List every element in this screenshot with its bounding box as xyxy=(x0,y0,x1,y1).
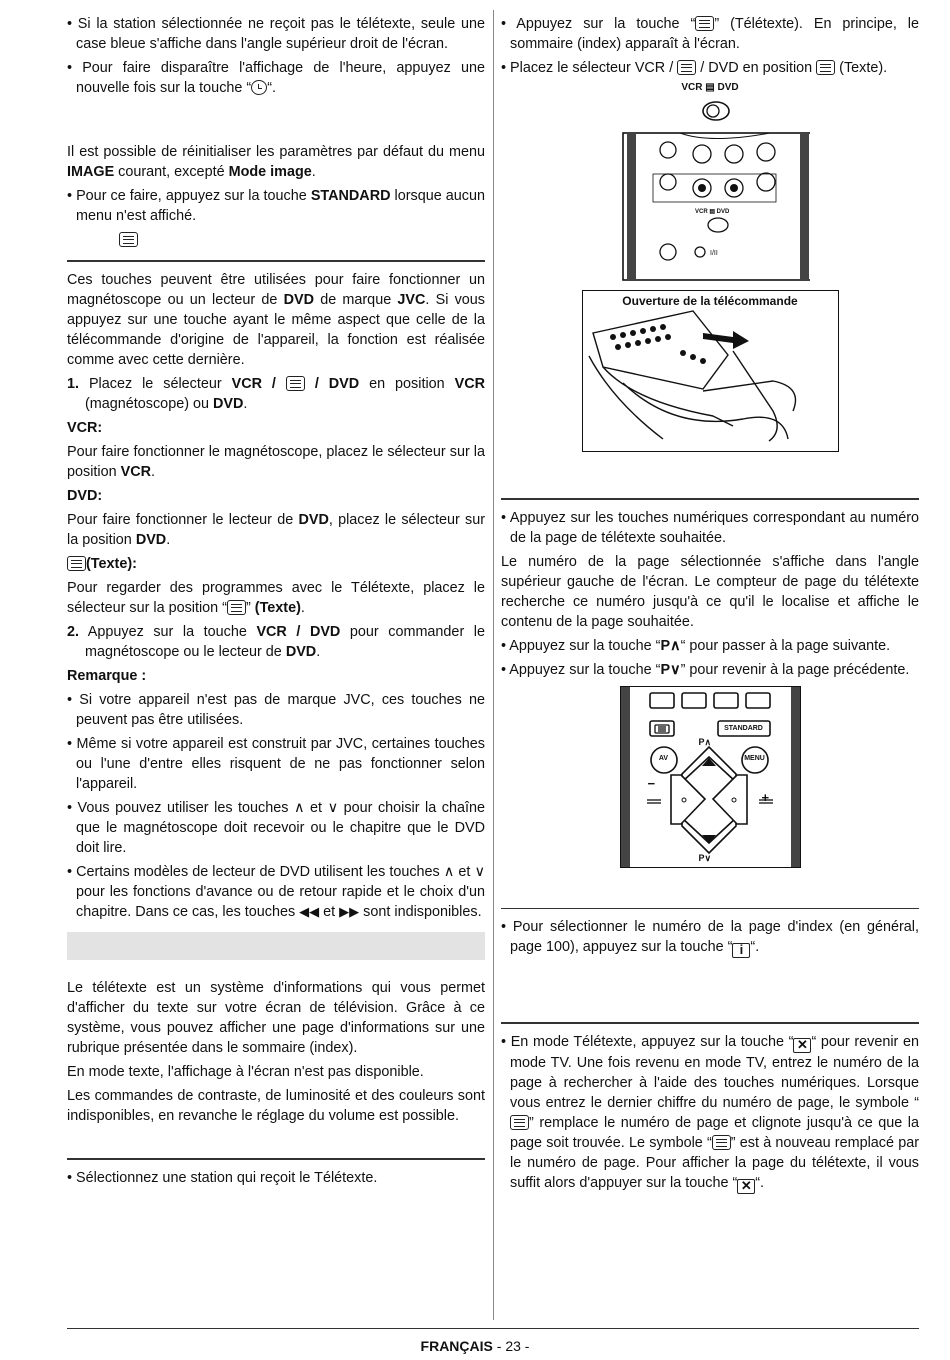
cancel-icon: ✕ xyxy=(793,1038,811,1053)
menu-button-label: MENU xyxy=(744,754,765,762)
page-footer xyxy=(0,1336,950,1356)
volume-up-label: + xyxy=(761,789,770,805)
hands-opening-remote-drawing xyxy=(583,291,837,449)
column-divider xyxy=(493,10,494,1320)
power-label: I/II xyxy=(710,250,718,257)
footer-language: FRANÇAIS xyxy=(420,1338,493,1354)
paragraph: Il est possible de réinitialiser les paramètres par défaut du menu IMAGE courant, excepté Mode image. xyxy=(67,144,485,180)
clock-icon xyxy=(251,80,267,95)
index-icon: i xyxy=(732,943,750,958)
paragraph: • Si la station sélectionnée ne reçoit pas le télétexte, seule une case bleue s'affiche dans l'angle supérieur droit de l'écran. xyxy=(67,16,485,52)
paragraph: • Placez le sélecteur VCR / / DVD en position (Texte). xyxy=(501,60,888,76)
paragraph: Ces touches peuvent être utilisées pour faire fonctionner un magnétoscope ou un lecteur de DVD de marque JVC. Si vous appuyez sur une touche ayant le même aspect que celle de la télécommande d'origine de l'appareil, la fonction est réalisée comme avec cette dernière. xyxy=(67,272,485,368)
heading-texte: (Texte): xyxy=(67,554,485,574)
page-up-key: P∧ xyxy=(660,637,681,654)
heading-remarque: Remarque : xyxy=(67,668,147,684)
page-down-key: P∨ xyxy=(660,661,681,678)
teletext-icon xyxy=(286,376,305,391)
paragraph: • Pour faire disparaître l'affichage de l'heure, appuyez une nouvelle fois sur la touche “ “. xyxy=(67,60,485,96)
paragraph: Le numéro de la page sélectionnée s'affiche dans l'angle supérieur gauche de l'écran. Le compteur de page du télétexte recherche ce numéro jusqu'à ce qu'il le localise et affiche le contenu de la page souhaitée. xyxy=(501,553,919,630)
paragraph: Pour faire fonctionner le lecteur de DVD, placez le sélecteur sur la position DVD. xyxy=(67,512,485,548)
step-1: 1. Placez le sélecteur VCR / / DVD en position VCR (magnétoscope) ou DVD. xyxy=(67,376,485,412)
paragraph: • Appuyez sur la touche “P∨” pour revenir à la page précédente. xyxy=(501,661,910,678)
paragraph: • Pour ce faire, appuyez sur la touche STANDARD lorsque aucun menu n'est affiché. xyxy=(67,188,486,224)
paragraph: • Pour sélectionner le numéro de la page d'index (en général, page 100), appuyez sur la touche “ i “. xyxy=(501,919,919,957)
teletext-icon xyxy=(816,60,835,75)
up-arrow-icon: ∧ xyxy=(293,800,305,816)
remote-selector-figure xyxy=(610,82,810,282)
section-rule xyxy=(501,498,919,500)
teletext-icon xyxy=(119,232,138,247)
paragraph: En mode texte, l'affichage à l'écran n'est pas disponible. xyxy=(67,1064,424,1080)
heading-vcr: VCR: xyxy=(67,420,103,436)
remote-opening-figure xyxy=(582,290,839,452)
footer-rule xyxy=(67,1328,919,1329)
section-header-box xyxy=(67,932,485,960)
teletext-icon xyxy=(712,1135,731,1150)
note: • Vous pouvez utiliser les touches ∧ et ∨ pour choisir la chaîne que le magnétoscope doit recevoir ou le chapitre que le DVD doit lire. xyxy=(67,800,485,856)
vcr-dvd-switch-label: VCR ▤ DVD xyxy=(695,209,730,215)
down-arrow-icon: ∨ xyxy=(327,800,339,816)
page-up-label: P∧ xyxy=(698,736,712,747)
step-2: 2. Appuyez sur la touche VCR / DVD pour commander le magnétoscope ou le lecteur de DVD. xyxy=(67,624,485,660)
teletext-icon xyxy=(67,556,86,571)
paragraph: • En mode Télétexte, appuyez sur la touche “ ✕ “ pour revenir en mode TV. Une fois revenu en mode TV, entrez le numéro de la page à rechercher à l'aide des touches numériques. Lorsque vous entrez le dernier chiffre du numéro de page, le symbole “” remplace le numéro de page et clignote jusqu'à ce que la page soit trouvée. Le symbole “ ” est à nouveau remplacé par le numéro de page. Pour afficher la page du télétexte, il vous suffit alors d'appuyer sur la touche “ ✕ “. xyxy=(501,1033,919,1193)
paragraph: • Appuyez sur la touche “P∧“ pour passer à la page suivante. xyxy=(501,637,891,654)
note: • Même si votre appareil est construit par JVC, certaines touches ou l'une d'entre elles risquent de ne pas fonctionner selon l'appareil. xyxy=(67,736,485,792)
section-rule xyxy=(501,908,919,910)
cancel-icon: ✕ xyxy=(737,1179,755,1194)
left-column xyxy=(67,14,485,1192)
note: • Si votre appareil n'est pas de marque JVC, ces touches ne peuvent pas être utilisées. xyxy=(67,692,485,728)
remote-navigation-figure xyxy=(620,686,801,868)
selector-label: VCR ▤ DVD xyxy=(681,82,739,93)
fast-forward-icon: ▶▶ xyxy=(339,904,360,919)
volume-down-label: − xyxy=(647,775,656,791)
teletext-icon xyxy=(695,16,714,31)
page-down-label: P∨ xyxy=(698,852,712,863)
page-number: - 23 - xyxy=(492,1338,530,1354)
paragraph: • Sélectionnez une station qui reçoit le Télétexte. xyxy=(67,1169,378,1186)
right-column xyxy=(501,14,919,1198)
paragraph: • Appuyez sur les touches numériques correspondant au numéro de la page de télétexte souhaitée. xyxy=(501,509,919,546)
standard-button-label: STANDARD xyxy=(724,724,763,732)
section-rule xyxy=(67,260,485,262)
figure-caption: Ouverture de la télécommande xyxy=(622,294,798,308)
section-rule xyxy=(67,1158,485,1160)
paragraph: • Appuyez sur la touche “ ” (Télétexte). En principe, le sommaire (index) apparaît à l'écran. xyxy=(501,16,919,52)
paragraph: Les commandes de contraste, de luminosité et des couleurs sont indisponibles, en revanche le réglage du volume est possible. xyxy=(67,1088,485,1124)
teletext-icon xyxy=(510,1115,529,1130)
paragraph: Pour regarder des programmes avec le Télétexte, placez le sélecteur sur la position “ ” (Texte). xyxy=(67,580,485,616)
paragraph: Pour faire fonctionner le magnétoscope, placez le sélecteur sur la position VCR. xyxy=(67,444,485,480)
section-rule xyxy=(501,1022,919,1024)
down-arrow-icon: ∨ xyxy=(474,864,485,880)
teletext-icon xyxy=(227,600,246,615)
note: • Certains modèles de lecteur de DVD utilisent les touches ∧ et ∨ pour les fonctions d'avance ou de retour rapide et le choix d'un chapitre. Dans ce cas, les touches ◀◀ et ▶▶ sont indisponibles. xyxy=(67,864,485,920)
av-button-label: AV xyxy=(658,754,669,762)
paragraph: Le télétexte est un système d'informations qui vous permet d'afficher du texte sur votre écran de télévision. Grâce à ce système, vous pouvez afficher une page d'informations sur une rubrique présentée dans le sommaire (index). xyxy=(67,980,485,1056)
up-arrow-icon: ∧ xyxy=(443,864,455,880)
teletext-icon xyxy=(677,60,696,75)
rewind-icon: ◀◀ xyxy=(299,904,320,919)
heading-dvd: DVD: xyxy=(67,488,103,504)
